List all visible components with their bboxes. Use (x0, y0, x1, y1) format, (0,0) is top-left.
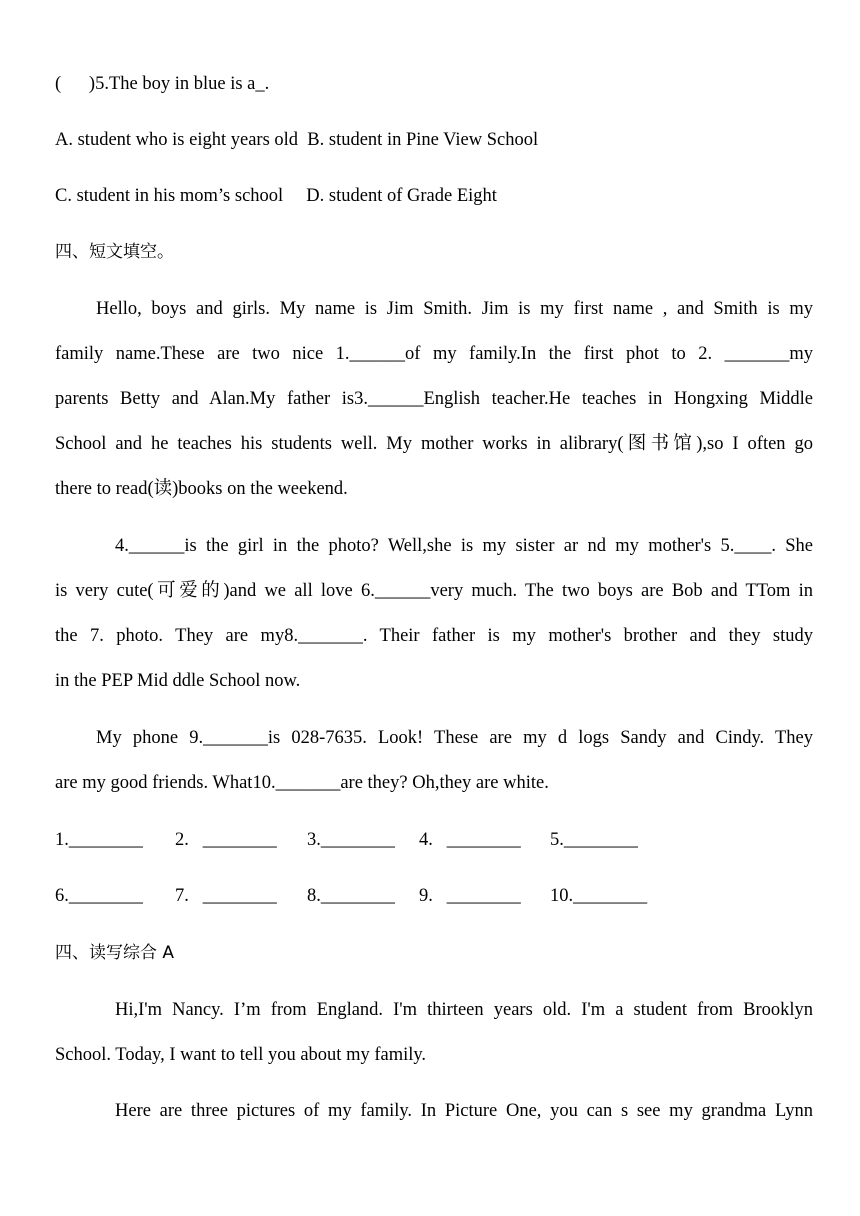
reading-line (55, 1043, 813, 1067)
question-5-options-row-2: C. student in his mom’s school D. student of Grade Eight (55, 186, 497, 206)
reading-line-text: Here are three pictures of my family. In Picture One, you can s see my grandma Lynn (115, 1101, 813, 1121)
reading-line (115, 998, 813, 1022)
reading-line (115, 1099, 813, 1123)
reading-line-text: Hi,I'm Nancy. I’m from England. I'm thirteen years old. I'm a student from Brooklyn (115, 1000, 813, 1020)
passage-line-text: My phone 9._______is 028-7635. Look! These are my d logs Sandy and Cindy. They (96, 728, 813, 748)
answer-blank-1[interactable]: 1.________ (55, 830, 143, 850)
answer-blank-4[interactable]: 4. ________ (419, 830, 521, 850)
answer-blank-9[interactable]: 9. ________ (419, 886, 521, 906)
answer-blank-8[interactable]: 8.________ (307, 886, 395, 906)
passage-line-text: Hello, boys and girls. My name is Jim Smith. Jim is my first name , and Smith is my (96, 299, 813, 319)
question-5-options-row-1: A. student who is eight years old B. student in Pine View School (55, 130, 539, 150)
passage-line-text: in the PEP Mid ddle School now. (55, 671, 301, 691)
passage-line (96, 726, 813, 750)
passage-line-text: is very cute(可爱的)and we all love 6.______very much. The two boys are Bob and TTom in (55, 581, 813, 601)
answer-blank-10[interactable]: 10.________ (550, 886, 648, 906)
passage-line-text: parents Betty and Alan.My father is3.______English teacher.He teaches in Hongxing Middle (55, 389, 813, 409)
passage-line (96, 297, 813, 321)
section-title-reading: 四、读写综合 A (55, 943, 175, 963)
passage-line (55, 432, 813, 456)
passage-line (55, 342, 813, 366)
answer-blank-7[interactable]: 7. ________ (175, 886, 277, 906)
section-title-cloze: 四、短文填空。 (55, 242, 174, 262)
passage-line-text: 4.______is the girl in the photo? Well,she is my sister ar nd my mother's 5.____. She (115, 536, 813, 556)
passage-line (55, 624, 813, 648)
passage-line (55, 579, 813, 603)
reading-line-text: School. Today, I want to tell you about my family. (55, 1045, 427, 1065)
passage-line-text: are my good friends. What10._______are they? Oh,they are white. (55, 773, 549, 793)
answer-blank-2[interactable]: 2. ________ (175, 830, 277, 850)
passage-line (55, 669, 813, 693)
answer-blank-5[interactable]: 5.________ (550, 830, 638, 850)
passage-line (115, 534, 813, 558)
passage-line (55, 771, 813, 795)
passage-line-text: there to read(读)books on the weekend. (55, 479, 348, 499)
answer-blank-6[interactable]: 6.________ (55, 886, 143, 906)
passage-line (55, 477, 813, 501)
answer-blank-3[interactable]: 3.________ (307, 830, 395, 850)
passage-line-text: School and he teaches his students well. My mother works in alibrary(图书馆),so I often go (55, 434, 813, 454)
question-5-stem: ( )5.The boy in blue is a_. (55, 74, 270, 94)
passage-line (55, 387, 813, 411)
passage-line-text: the 7. photo. They are my8._______. Their father is my mother's brother and they study (55, 626, 813, 646)
passage-line-text: family name.These are two nice 1.______of my family.In the first phot to 2. _______my (55, 344, 813, 364)
